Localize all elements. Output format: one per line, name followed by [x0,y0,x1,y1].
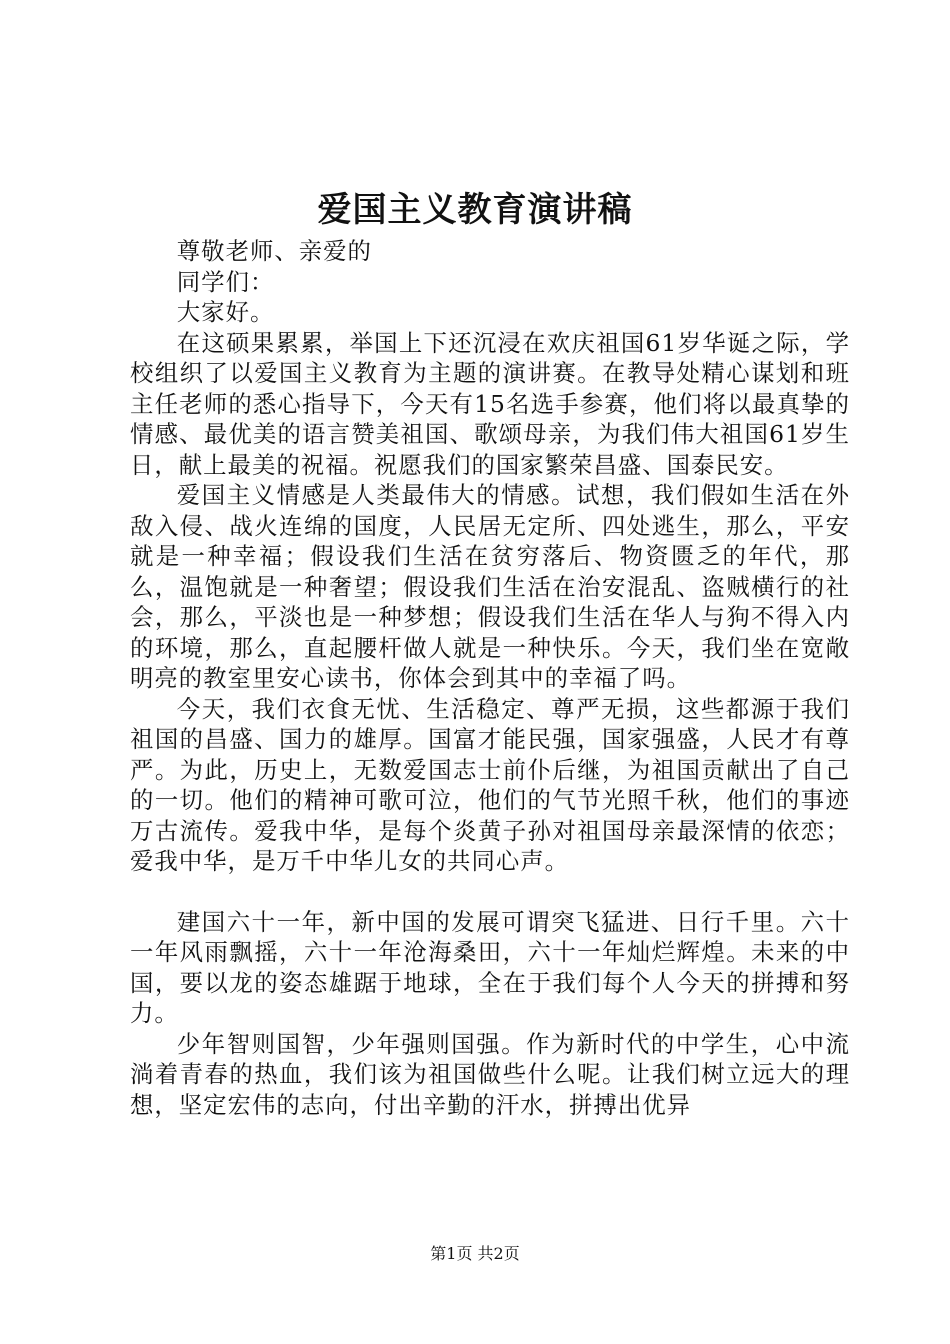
page-title: 爱国主义教育演讲稿 [317,190,633,230]
greeting: 大家好。 [176,298,275,326]
salutation-line-1: 尊敬老师、亲爱的 [176,237,372,265]
document-body [130,236,850,1120]
body-paragraph: 在这硕果累累，举国上下还沉浸在欢庆祖国61岁华诞之际，学校组织了以爱国主义教育为主题的演讲赛。在教导处精心谋划和班主任老师的悉心指导下，今天有15名选手参赛，他们将以最真挚的情感、最优美的语言赞美祖国、歌颂母亲，为我们伟大祖国61岁生日，献上最美的祝福。祝愿我们的国家繁荣昌盛、国泰民安。 [130,328,850,479]
body-paragraph: 今天，我们衣食无忧、生活稳定、尊严无损，这些都源于我们祖国的昌盛、国力的雄厚。国富才能民强，国家强盛，人民才有尊严。为此，历史上，无数爱国志士前仆后继，为祖国贡献出了自己的一切。他们的精神可歌可泣，他们的气节光照千秋，他们的事迹万古流传。爱我中华，是每个炎黄子孙对祖国母亲最深情的依恋；爱我中华，是万千中华儿女的共同心声。 [130,694,850,875]
body-paragraph: 建国六十一年，新中国的发展可谓突飞猛进、日行千里。六十一年风雨飘摇，六十一年沧海桑田，六十一年灿烂辉煌。未来的中国，要以龙的姿态雄踞于地球，全在于我们每个人今天的拼搏和努力。 [130,907,850,1027]
page-footer: 第1页 共2页 [430,1244,520,1263]
salutation-line-2: 同学们： [176,267,275,296]
body-paragraph: 爱国主义情感是人类最伟大的情感。试想，我们假如生活在外敌入侵、战火连绵的国度，人民居无定所、四处逃生，那么，平安就是一种幸福；假设我们生活在贫穷落后、物资匮乏的年代，那么，温饱就是一种奢望；假设我们生活在治安混乱、盗贼横行的社会，那么，平淡也是一种梦想；假设我们生活在华人与狗不得入内的环境，那么，直起腰杆做人就是一种快乐。今天，我们坐在宽敞明亮的教室里安心读书，你体会到其中的幸福了吗。 [130,481,850,692]
body-paragraph: 少年智则国智，少年强则国强。作为新时代的中学生，心中流淌着青春的热血，我们该为祖国做些什么呢。让我们树立远大的理想，坚定宏伟的志向，付出辛勤的汗水，拼搏出优异 [130,1029,850,1119]
